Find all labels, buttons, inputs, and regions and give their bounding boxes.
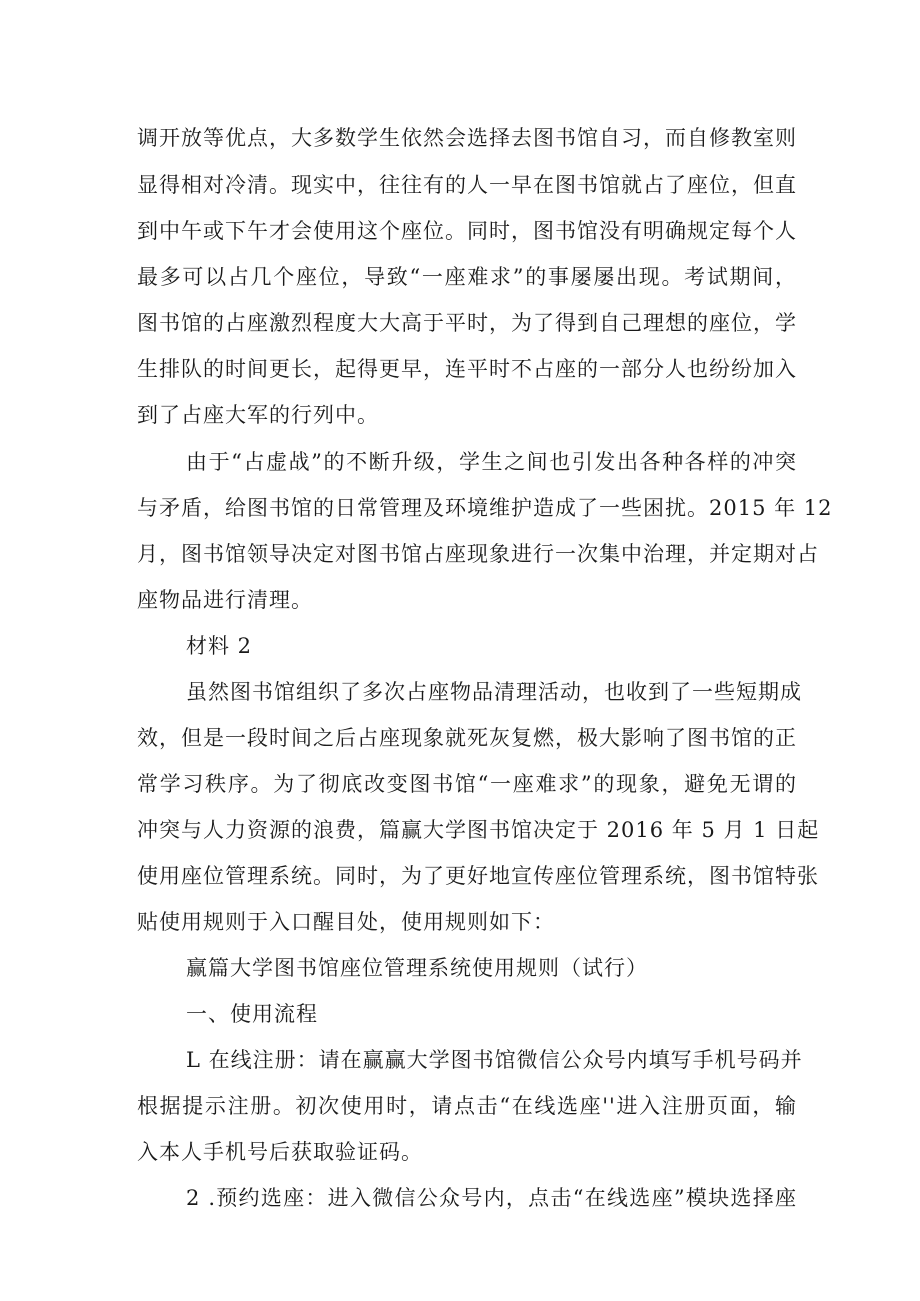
paragraph-line: 调开放等优点，大多数学生依然会选择去图书馆自习，而自修教室则 [137,126,797,150]
paragraph-line: 虽然图书馆组织了多次占座物品清理活动，也收到了一些短期成 [186,680,802,704]
paragraph-line: 最多可以占几个座位，导致“一座难求”的事屡屡出现。考试期间， [137,265,797,289]
paragraph-line: 座物品进行清理。 [137,588,313,612]
paragraph-line: 显得相对冷清。现实中，往往有的人一早在图书馆就占了座位，但直 [137,173,797,197]
paragraph-line: 月，图书馆领导决定对图书馆占座现象进行一次集中治理，并定期对占 [137,542,819,566]
paragraph-line: 与矛盾，给图书馆的日常管理及环境维护造成了一些困扰。2015 年 12 [137,496,833,520]
paragraph-line: 使用座位管理系统。同时，为了更好地宣传座位管理系统，图书馆特张 [137,864,819,888]
paragraph-line: 效，但是一段时间之后占座现象就死灰复燃，极大影响了图书馆的正 [137,726,797,750]
section-heading: 材料 2 [186,634,253,658]
paragraph-line: 根据提示注册。初次使用时，请点击“在线选座''进入注册页面，输 [137,1094,797,1118]
paragraph-line: 常学习秩序。为了彻底改变图书馆“一座难求”的现象，避免无谓的 [137,772,797,796]
paragraph-line: 到了占座大军的行列中。 [137,403,379,427]
paragraph-line: L 在线注册：请在赢赢大学图书馆微信公众号内填写手机号码并 [186,1048,803,1072]
paragraph-line: 入本人手机号后获取验证码。 [137,1140,423,1164]
paragraph-line: 图书馆的占座激烈程度大大高于平时，为了得到自己理想的座位，学 [137,311,797,335]
paragraph-line: 到中午或下午才会使用这个座位。同时，图书馆没有明确规定每个人 [137,219,797,243]
paragraph-line: 2 .预约选座：进入微信公众号内，点击“在线选座”模块选择座 [186,1186,797,1210]
section-heading: 一、使用流程 [186,1002,318,1026]
paragraph-line: 生排队的时间更长，起得更早，连平时不占座的一部分人也纷纷加入 [137,357,797,381]
rules-title: 赢篇大学图书馆座位管理系统使用规则（试行） [186,956,648,980]
paragraph-line: 由于“占虚战”的不断升级，学生之间也引发出各种各样的冲突 [186,450,797,474]
paragraph-line: 贴使用规则于入口醒目处，使用规则如下： [137,910,555,934]
paragraph-line: 冲突与人力资源的浪费，篇赢大学图书馆决定于 2016 年 5 月 1 日起 [137,818,820,842]
